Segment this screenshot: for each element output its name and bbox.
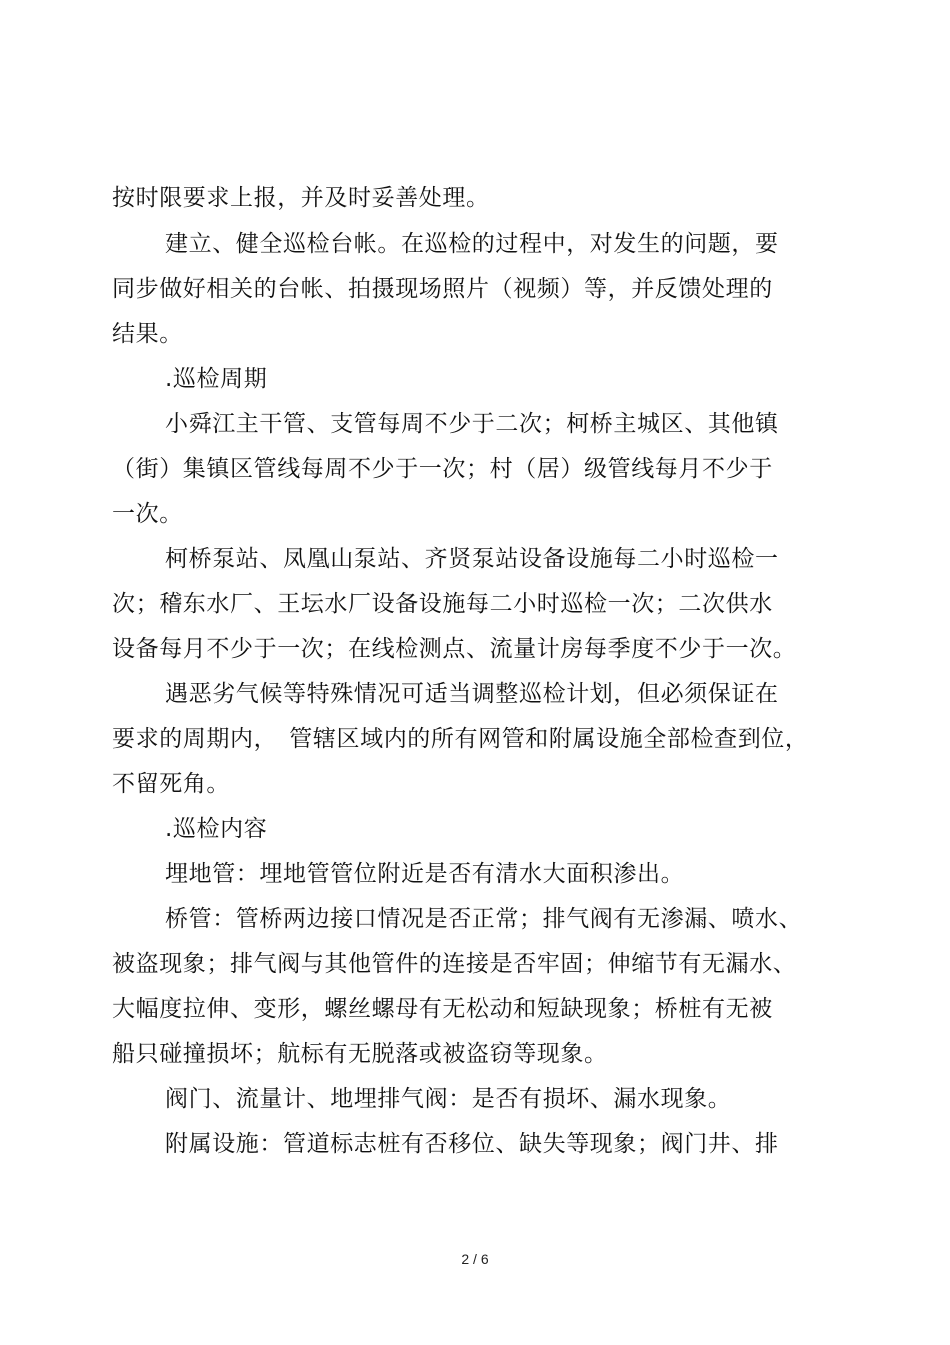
text-line: 被盗现象；排气阀与其他管件的连接是否牢固；伸缩节有无漏水、 [112,951,797,977]
text-line: 船只碰撞损坏；航标有无脱落或被盗窃等现象。 [112,1041,608,1067]
page-number: 2 / 6 [461,1251,489,1267]
text-line: 不留死角。 [112,771,230,797]
text-line: 柯桥泵站、凤凰山泵站、齐贤泵站设备设施每二小时巡检一 [165,546,779,572]
text-line: 阀门、流量计、地埋排气阀：是否有损坏、漏水现象。 [165,1086,732,1112]
text-line: 要求的周期内， 管辖区域内的所有网管和附属设施全部检查到位， [112,726,809,752]
text-line: 设备每月不少于一次；在线检测点、流量计房每季度不少于一次。 [112,636,797,662]
text-line: 建立、健全巡检台帐。在巡检的过程中，对发生的问题，要 [165,231,779,257]
section-heading: .巡检周期 [165,366,268,392]
text-line: 埋地管：埋地管管位附近是否有清水大面积渗出。 [165,861,685,887]
section-heading: .巡检内容 [165,816,268,842]
text-line: 附属设施：管道标志桩有否移位、缺失等现象；阀门井、排 [165,1131,779,1157]
text-line: 按时限要求上报，并及时妥善处理。 [112,185,490,211]
text-line: 同步做好相关的台帐、拍摄现场照片（视频）等，并反馈处理的 [112,276,773,302]
text-line: 结果。 [112,321,183,347]
text-line: 桥管：管桥两边接口情况是否正常；排气阀有无渗漏、喷水、 [165,906,803,932]
text-line: （街）集镇区管线每周不少于一次；村（居）级管线每月不少于 [112,456,773,482]
text-line: 小舜江主干管、支管每周不少于二次；柯桥主城区、其他镇 [165,411,779,437]
text-line: 次；稽东水厂、王坛水厂设备设施每二小时巡检一次；二次供水 [112,591,773,617]
text-line: 大幅度拉伸、变形，螺丝螺母有无松动和短缺现象；桥桩有无被 [112,996,773,1022]
text-line: 一次。 [112,501,183,527]
text-line: 遇恶劣气候等特殊情况可适当调整巡检计划，但必须保证在 [165,681,779,707]
